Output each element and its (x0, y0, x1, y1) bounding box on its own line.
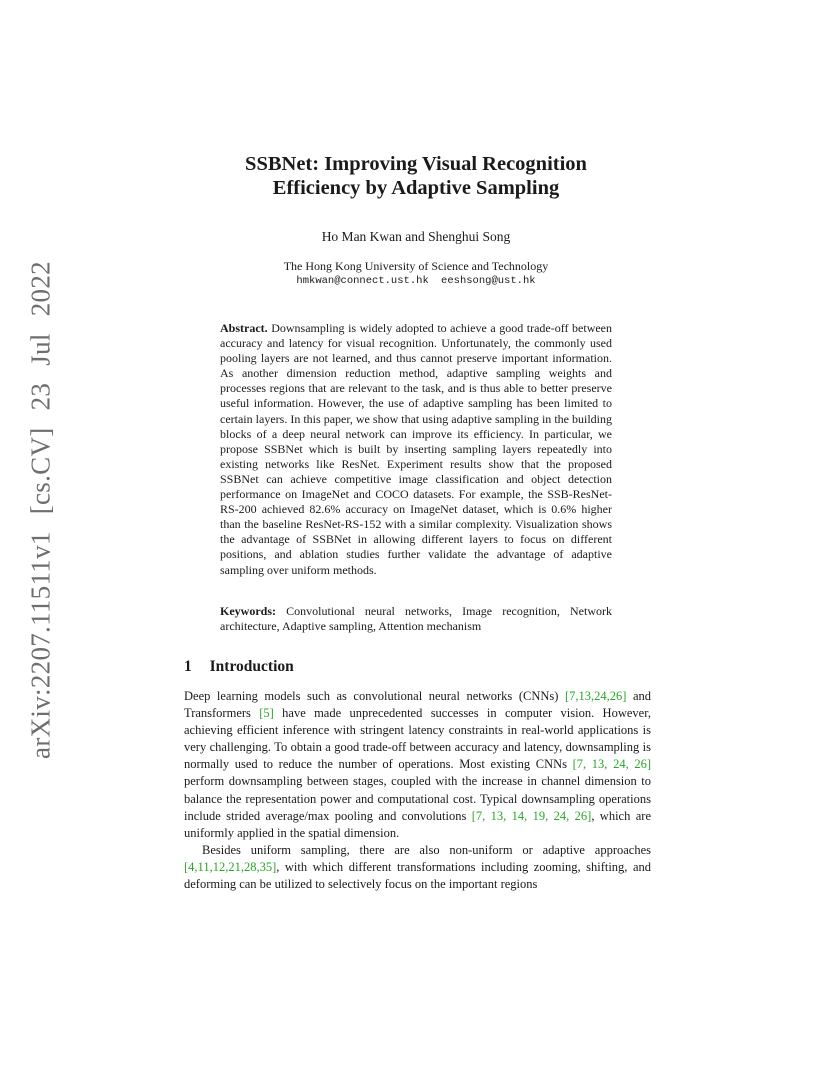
arxiv-identifier (18, 261, 64, 759)
text-run: , which are uniformly applied in the spatial dimension. (184, 808, 651, 840)
intro-body (184, 688, 651, 893)
section-title: Introduction (209, 658, 294, 675)
affiliation: The Hong Kong University of Science and Technology (283, 259, 549, 273)
author-emails: hmkwan@connect.ust.hk eeshsong@ust.hk (296, 275, 536, 287)
intro-paragraph-2 (184, 842, 651, 893)
citation-link[interactable]: [7, 13, 24, 26] (572, 757, 651, 772)
text-run: Besides uniform sampling, there are also non-uniform or adaptive approaches (202, 842, 651, 857)
abstract-text: Downsampling is widely adopted to achieve a good trade-off between accuracy and latency for visual recognition. Unfortunately, the commonly used pooling layers are not learned, and thus cannot preserve important information. As another dimension reduction method, adaptive sampling weights and processes regions that are relevant to the task, and is thus able to better preserve useful information. However, the use of adaptive sampling has been limited to certain layers. In this paper, we show that using adaptive sampling in the building blocks of a deep neural network can improve its efficiency. In particular, we propose SSBNet which is built by inserting sampling layers repeatedly into existing networks like ResNet. Experiment results show that the proposed SSBNet can achieve competitive image classification and object detection performance on ImageNet and COCO datasets. For example, the SSB-ResNet-RS-200 achieved 82.6% accuracy on ImageNet dataset, which is 0.6% higher than the baseline ResNet-RS-152 with a similar complexity. Visualization shows the advantage of SSBNet in allowing different layers to focus on different positions, and ablation studies further validate the advantage of adaptive sampling over uniform methods. (220, 321, 613, 577)
citation-link[interactable]: [5] (259, 706, 274, 721)
text-run: perform downsampling between stages, coupled with the increase in channel dimension to balance the representation power and computational cost. Typical downsampling operations include strided average/max pooling and convolutions (184, 774, 651, 823)
citation-link[interactable]: [4,11,12,21,28,35] (184, 859, 277, 874)
keywords-label: Keywords: (220, 604, 276, 618)
paper-title (160, 152, 672, 200)
citation-link[interactable]: [7, 13, 14, 19, 24, 26] (471, 808, 592, 823)
citation-link[interactable]: [7,13,24,26] (564, 689, 627, 703)
section-number: 1 (184, 658, 192, 675)
abstract (220, 321, 612, 578)
abstract-label: Abstract. (220, 321, 268, 335)
text-run: and Transformers (184, 689, 651, 721)
arxiv-identifier-text: arXiv:2207.11511v1 [cs.CV] 23 Jul 2022 (25, 261, 56, 759)
intro-paragraph-1 (184, 688, 651, 842)
title-line-2: Efficiency by Adaptive Sampling (272, 177, 560, 199)
keywords-text: Convolutional neural networks, Image recognition, Network architecture, Adaptive sampling, Attention mechanism (220, 604, 612, 634)
text-run: have made unprecedented successes in computer vision. However, achieving efficient inference with stringent latency constraints in real-world applications is very challenging. To obtain a good trade-off between accuracy and latency, downsampling is normally used to reduce the number of operations. Most existing CNNs (184, 706, 651, 772)
authors: Ho Man Kwan and Shenghui Song (321, 229, 511, 244)
keywords (220, 604, 612, 634)
section-heading (184, 658, 294, 676)
text-run: Deep learning models such as convolutional neural networks (CNNs) (184, 689, 565, 703)
title-line-1: SSBNet: Improving Visual Recognition (245, 153, 587, 175)
text-run: , with which different transformations including zooming, shifting, and deforming can be utilized to selectively focus on the important regions (184, 859, 651, 892)
